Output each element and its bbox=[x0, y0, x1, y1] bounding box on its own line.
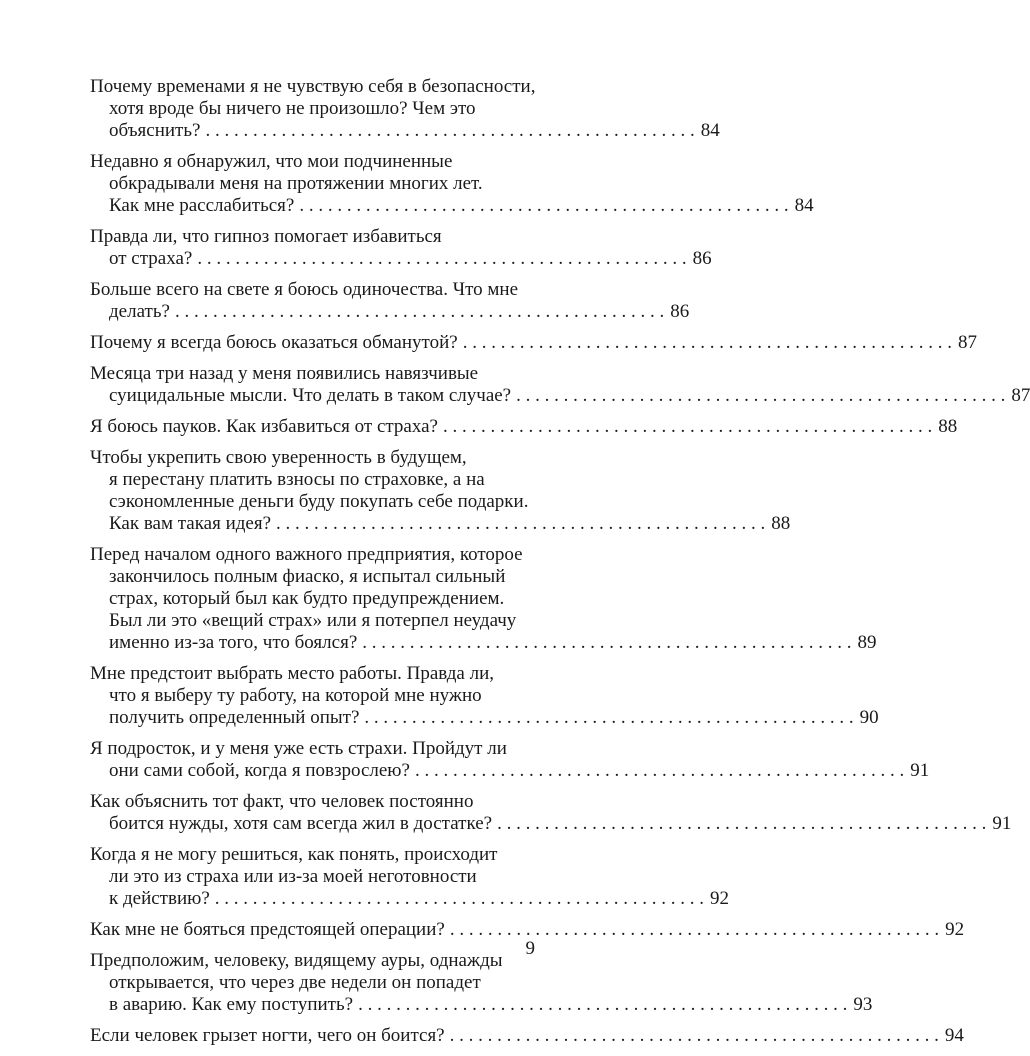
toc-entry bbox=[90, 1025, 964, 1047]
toc-entry-text: суицидальные мысли. Что делать в таком случае? bbox=[109, 385, 512, 406]
toc-page-number: 87 bbox=[1011, 385, 1030, 406]
toc-entry-text: Если человек грызет ногти, чего он боится? bbox=[90, 1025, 445, 1046]
toc-entry-line: Почему временами я не чувствую себя в безопасности, bbox=[90, 76, 536, 97]
toc-entry-text: в аварию. Как ему поступить? bbox=[109, 994, 354, 1015]
toc-entry-line: Правда ли, что гипноз помогает избавиться bbox=[90, 226, 442, 247]
toc-entry bbox=[90, 919, 965, 941]
toc-entry-line bbox=[90, 632, 877, 654]
toc-page-number: 84 bbox=[794, 195, 814, 216]
toc-page-number: 86 bbox=[692, 248, 712, 269]
toc-page-number: 92 bbox=[710, 888, 730, 909]
toc-entry-line bbox=[90, 301, 690, 323]
toc-entry-line: Недавно я обнаружил, что мои подчиненные bbox=[90, 151, 453, 172]
toc-entry-line: Был ли это «вещий страх» или я потерпел неудачу bbox=[109, 610, 517, 631]
toc-entry-line: я перестану платить взносы по страховке, а на bbox=[109, 469, 485, 490]
table-of-contents bbox=[90, 76, 1030, 1056]
toc-page-number: 88 bbox=[771, 513, 791, 534]
toc-entry-text: Как мне не бояться предстоящей операции? bbox=[90, 919, 445, 940]
dot-leader bbox=[445, 1025, 939, 1047]
toc-page-number: 90 bbox=[859, 707, 879, 728]
toc-entry-line: Я подросток, и у меня уже есть страхи. Пройдут ли bbox=[90, 738, 507, 759]
dot-leader bbox=[353, 994, 847, 1016]
toc-page-number: 88 bbox=[938, 416, 958, 437]
toc-entry-text: получить определенный опыт? bbox=[109, 707, 360, 728]
toc-entry-line bbox=[90, 248, 712, 270]
toc-entry-text: к действию? bbox=[109, 888, 210, 909]
toc-entry-text: Как мне расслабиться? bbox=[109, 195, 295, 216]
toc-entry-line: хотя вроде бы ничего не произошло? Чем это bbox=[109, 98, 476, 119]
toc-entry-line: сэкономленные деньги буду покупать себе подарки. bbox=[109, 491, 529, 512]
toc-entry-line: что я выберу ту работу, на которой мне нужно bbox=[109, 685, 482, 706]
toc-entry-line: Предположим, человеку, видящему ауры, однажды bbox=[90, 950, 503, 971]
toc-entry-line bbox=[90, 707, 879, 729]
toc-entry bbox=[90, 363, 1030, 407]
toc-entry bbox=[90, 844, 730, 910]
dot-leader bbox=[357, 632, 851, 654]
toc-page-number: 93 bbox=[853, 994, 873, 1015]
toc-entry-line bbox=[90, 513, 791, 535]
toc-entry bbox=[90, 738, 930, 782]
dot-leader bbox=[492, 813, 986, 835]
toc-entry bbox=[90, 791, 1012, 835]
toc-entry-line: закончилось полным фиаско, я испытал сильный bbox=[109, 566, 506, 587]
toc-entry bbox=[90, 76, 720, 142]
toc-page-number: 84 bbox=[700, 120, 720, 141]
toc-entry-text: делать? bbox=[109, 301, 170, 322]
toc-entry-text: объяснить? bbox=[109, 120, 201, 141]
dot-leader bbox=[438, 416, 932, 438]
toc-entry bbox=[90, 544, 877, 654]
dot-leader bbox=[170, 301, 664, 323]
dot-leader bbox=[271, 513, 765, 535]
toc-entry-line: Как объяснить тот факт, что человек постоянно bbox=[90, 791, 474, 812]
dot-leader bbox=[294, 195, 788, 217]
dot-leader bbox=[410, 760, 904, 782]
toc-entry-text: Я боюсь пауков. Как избавиться от страха? bbox=[90, 416, 438, 437]
toc-entry-text: Почему я всегда боюсь оказаться обманутой? bbox=[90, 332, 458, 353]
toc-entry-line: Когда я не могу решиться, как понять, происходит bbox=[90, 844, 498, 865]
toc-entry-line bbox=[90, 994, 873, 1016]
toc-entry-line bbox=[90, 195, 814, 217]
toc-page-number: 86 bbox=[670, 301, 690, 322]
toc-entry bbox=[90, 279, 690, 323]
toc-page-number: 91 bbox=[910, 760, 930, 781]
dot-leader bbox=[200, 120, 694, 142]
toc-entry-line: обкрадывали меня на протяжении многих лет. bbox=[109, 173, 483, 194]
toc-entry-line: ли это из страха или из-за моей неготовности bbox=[109, 866, 477, 887]
toc-entry-text: они сами собой, когда я повзрослею? bbox=[109, 760, 410, 781]
toc-entry-text: именно из-за того, что боялся? bbox=[109, 632, 358, 653]
toc-entry-line bbox=[90, 120, 720, 142]
toc-entry bbox=[90, 226, 712, 270]
toc-entry-line bbox=[90, 385, 1030, 407]
dot-leader bbox=[192, 248, 686, 270]
toc-page-number: 87 bbox=[957, 332, 977, 353]
toc-entry-line: открывается, что через две недели он попадет bbox=[109, 972, 481, 993]
toc-entry-line: Месяца три назад у меня появились навязчивые bbox=[90, 363, 479, 384]
toc-entry-line bbox=[90, 416, 958, 438]
toc-entry-line bbox=[90, 1025, 964, 1047]
toc-entry bbox=[90, 950, 873, 1016]
toc-entry-text: от страха? bbox=[109, 248, 193, 269]
toc-entry-line bbox=[90, 919, 965, 941]
toc-entry bbox=[90, 447, 791, 535]
toc-entry-line bbox=[90, 332, 977, 354]
dot-leader bbox=[458, 332, 952, 354]
toc-page-number: 91 bbox=[992, 813, 1012, 834]
toc-page-number: 94 bbox=[944, 1025, 964, 1046]
toc-entry-line: страх, который был как будто предупреждением. bbox=[109, 588, 505, 609]
dot-leader bbox=[445, 919, 939, 941]
dot-leader bbox=[210, 888, 704, 910]
toc-entry-line: Больше всего на свете я боюсь одиночества. Что мне bbox=[90, 279, 519, 300]
toc-entry-line: Чтобы укрепить свою уверенность в будущем, bbox=[90, 447, 467, 468]
toc-entry-line bbox=[90, 760, 930, 782]
toc-entry-text: боится нужды, хотя сам всегда жил в достатке? bbox=[109, 813, 493, 834]
toc-entry bbox=[90, 663, 879, 729]
page-number: 9 bbox=[525, 938, 535, 959]
toc-entry-line: Перед началом одного важного предприятия, которое bbox=[90, 544, 523, 565]
toc-entry-text: Как вам такая идея? bbox=[109, 513, 272, 534]
toc-entry-line bbox=[90, 888, 730, 910]
toc-entry bbox=[90, 416, 958, 438]
toc-entry bbox=[90, 151, 814, 217]
toc-entry-line: Мне предстоит выбрать место работы. Правда ли, bbox=[90, 663, 495, 684]
toc-page-number: 92 bbox=[945, 919, 965, 940]
toc-entry bbox=[90, 332, 977, 354]
toc-entry-line bbox=[90, 813, 1012, 835]
dot-leader bbox=[359, 707, 853, 729]
dot-leader bbox=[511, 385, 1005, 407]
toc-page-number: 89 bbox=[857, 632, 877, 653]
